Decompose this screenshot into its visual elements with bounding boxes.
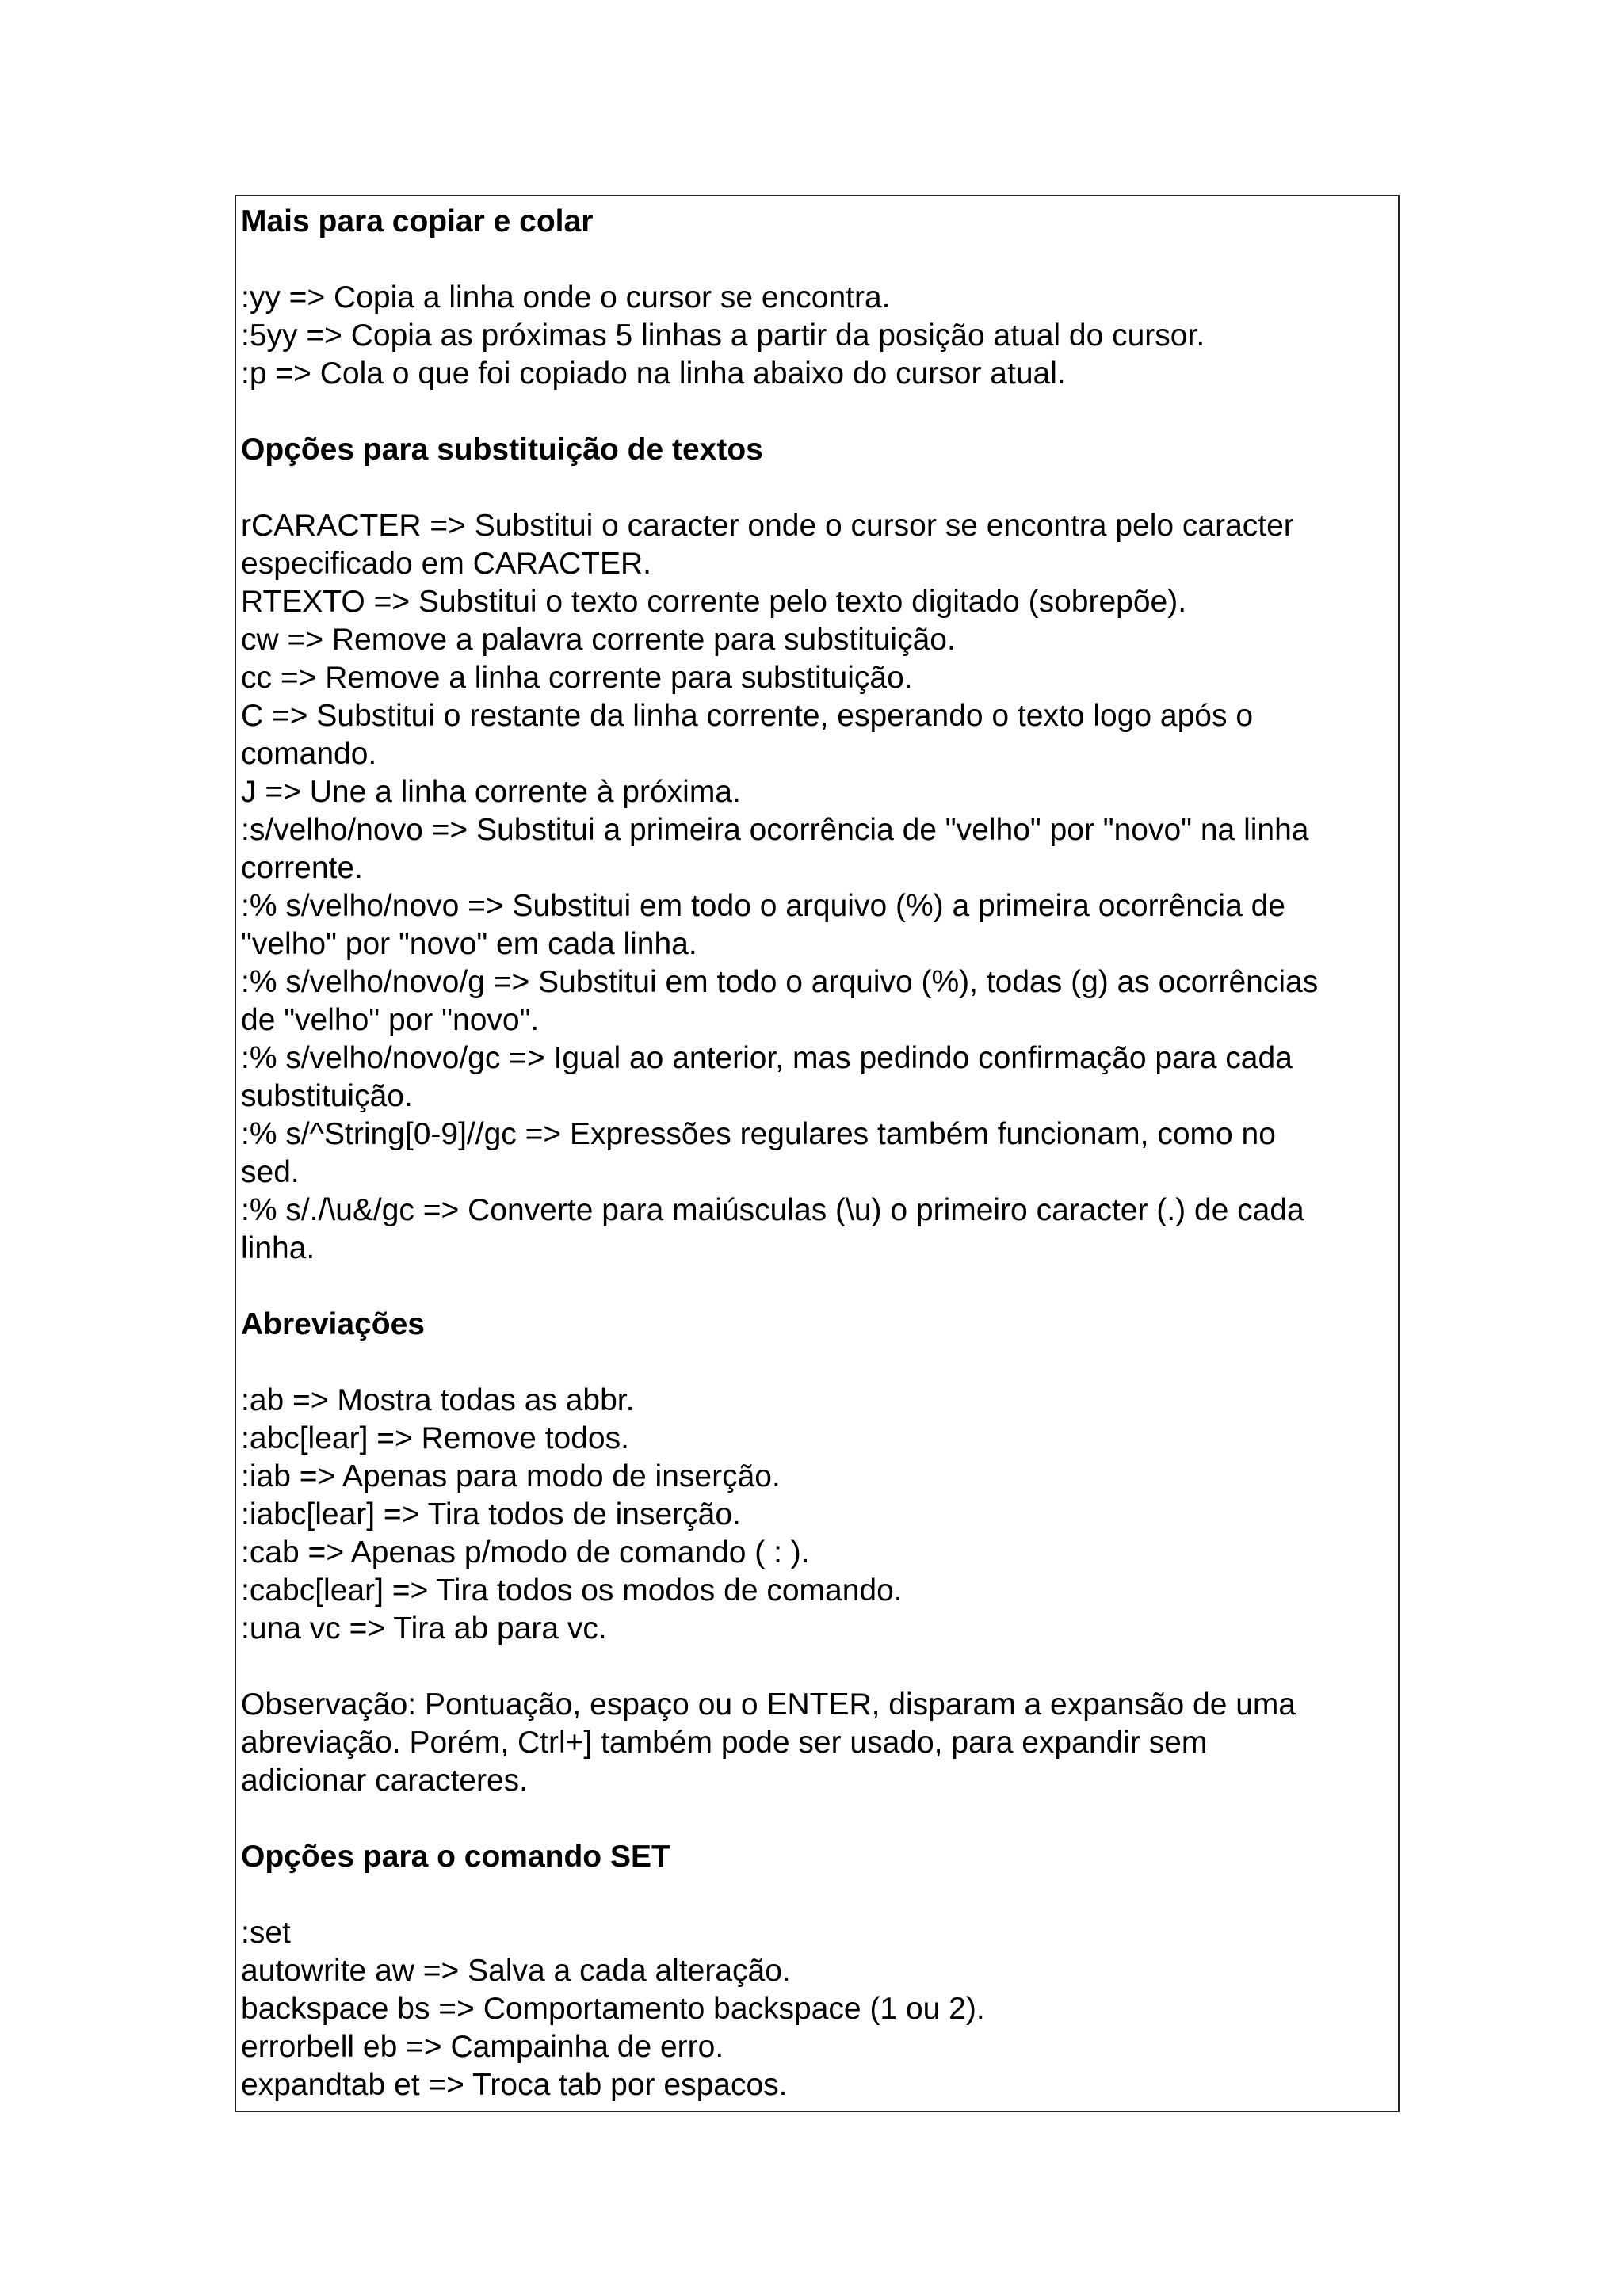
text-line: :% s/./\u&/gc => Converte para maiúsculas (\u) o primeiro caracter (.) de cada (241, 1193, 1304, 1227)
text-line: C => Substitui o restante da linha corrente, esperando o texto logo após o (241, 699, 1254, 733)
note-line: adicionar caracteres. (241, 1764, 529, 1798)
text-line: errorbell eb => Campainha de erro. (241, 2030, 724, 2064)
text-line: expandtab et => Troca tab por espacos. (241, 2068, 788, 2102)
note-line: abreviação. Porém, Ctrl+] também pode ser usado, para expandir sem (241, 1726, 1208, 1760)
text-line: :% s/velho/novo => Substitui em todo o arquivo (%) a primeira ocorrência de (241, 889, 1286, 923)
section-heading: Abreviações (241, 1307, 425, 1341)
text-line: linha. (241, 1231, 315, 1265)
text-line: :abc[lear] => Remove todos. (241, 1421, 629, 1455)
text-line: autowrite aw => Salva a cada alteração. (241, 1954, 791, 1988)
text-line: corrente. (241, 851, 363, 885)
text-line: :set (241, 1916, 291, 1950)
text-line: :iabc[lear] => Tira todos de inserção. (241, 1497, 741, 1531)
spacer (241, 393, 1387, 431)
text-line: :ab => Mostra todas as abbr. (241, 1383, 635, 1417)
text-line: rCARACTER => Substitui o caracter onde o cursor se encontra pelo caracter (241, 509, 1294, 543)
text-line: de "velho" por "novo". (241, 1003, 540, 1037)
spacer (241, 1800, 1387, 1838)
text-line: "velho" por "novo" em cada linha. (241, 927, 697, 961)
spacer (241, 1876, 1387, 1914)
text-line: :5yy => Copia as próximas 5 linhas a partir da posição atual do cursor. (241, 318, 1205, 353)
spacer (241, 1344, 1387, 1382)
text-line: sed. (241, 1155, 300, 1189)
document-body (241, 196, 1387, 2104)
text-line: J => Une a linha corrente à próxima. (241, 775, 741, 809)
text-line: :% s/velho/novo/gc => Igual ao anterior, mas pedindo confirmação para cada (241, 1041, 1293, 1075)
spacer (241, 1268, 1387, 1306)
text-line: :s/velho/novo => Substitui a primeira ocorrência de "velho" por "novo" na linha (241, 813, 1309, 847)
text-line: especificado em CARACTER. (241, 547, 652, 581)
document-frame (235, 195, 1400, 2112)
note-line: Observação: Pontuação, espaço ou o ENTER, disparam a expansão de uma (241, 1688, 1296, 1722)
section-heading: Opções para o comando SET (241, 1840, 670, 1874)
text-line: :iab => Apenas para modo de inserção. (241, 1459, 781, 1493)
text-line: :yy => Copia a linha onde o cursor se encontra. (241, 280, 891, 315)
text-line: :cab => Apenas p/modo de comando ( : ). (241, 1535, 810, 1569)
text-line: cc => Remove a linha corrente para substituição. (241, 661, 913, 695)
section-heading: Mais para copiar e colar (241, 204, 594, 238)
spacer (241, 469, 1387, 507)
text-line: comando. (241, 737, 377, 771)
text-line: :% s/^String[0-9]//gc => Expressões regulares também funcionam, como no (241, 1117, 1276, 1151)
text-line: backspace bs => Comportamento backspace (1 ou 2). (241, 1992, 985, 2026)
text-line: substituição. (241, 1079, 413, 1113)
text-line: cw => Remove a palavra corrente para substituição. (241, 623, 956, 657)
text-line: :cabc[lear] => Tira todos os modos de comando. (241, 1573, 903, 1608)
spacer (241, 1648, 1387, 1686)
spacer (241, 241, 1387, 279)
text-line: :p => Cola o que foi copiado na linha abaixo do cursor atual. (241, 357, 1066, 391)
text-line: :% s/velho/novo/g => Substitui em todo o arquivo (%), todas (g) as ocorrências (241, 965, 1319, 999)
text-line: RTEXTO => Substitui o texto corrente pelo texto digitado (sobrepõe). (241, 585, 1187, 619)
section-heading: Opções para substituição de textos (241, 433, 763, 467)
text-line: :una vc => Tira ab para vc. (241, 1611, 607, 1646)
